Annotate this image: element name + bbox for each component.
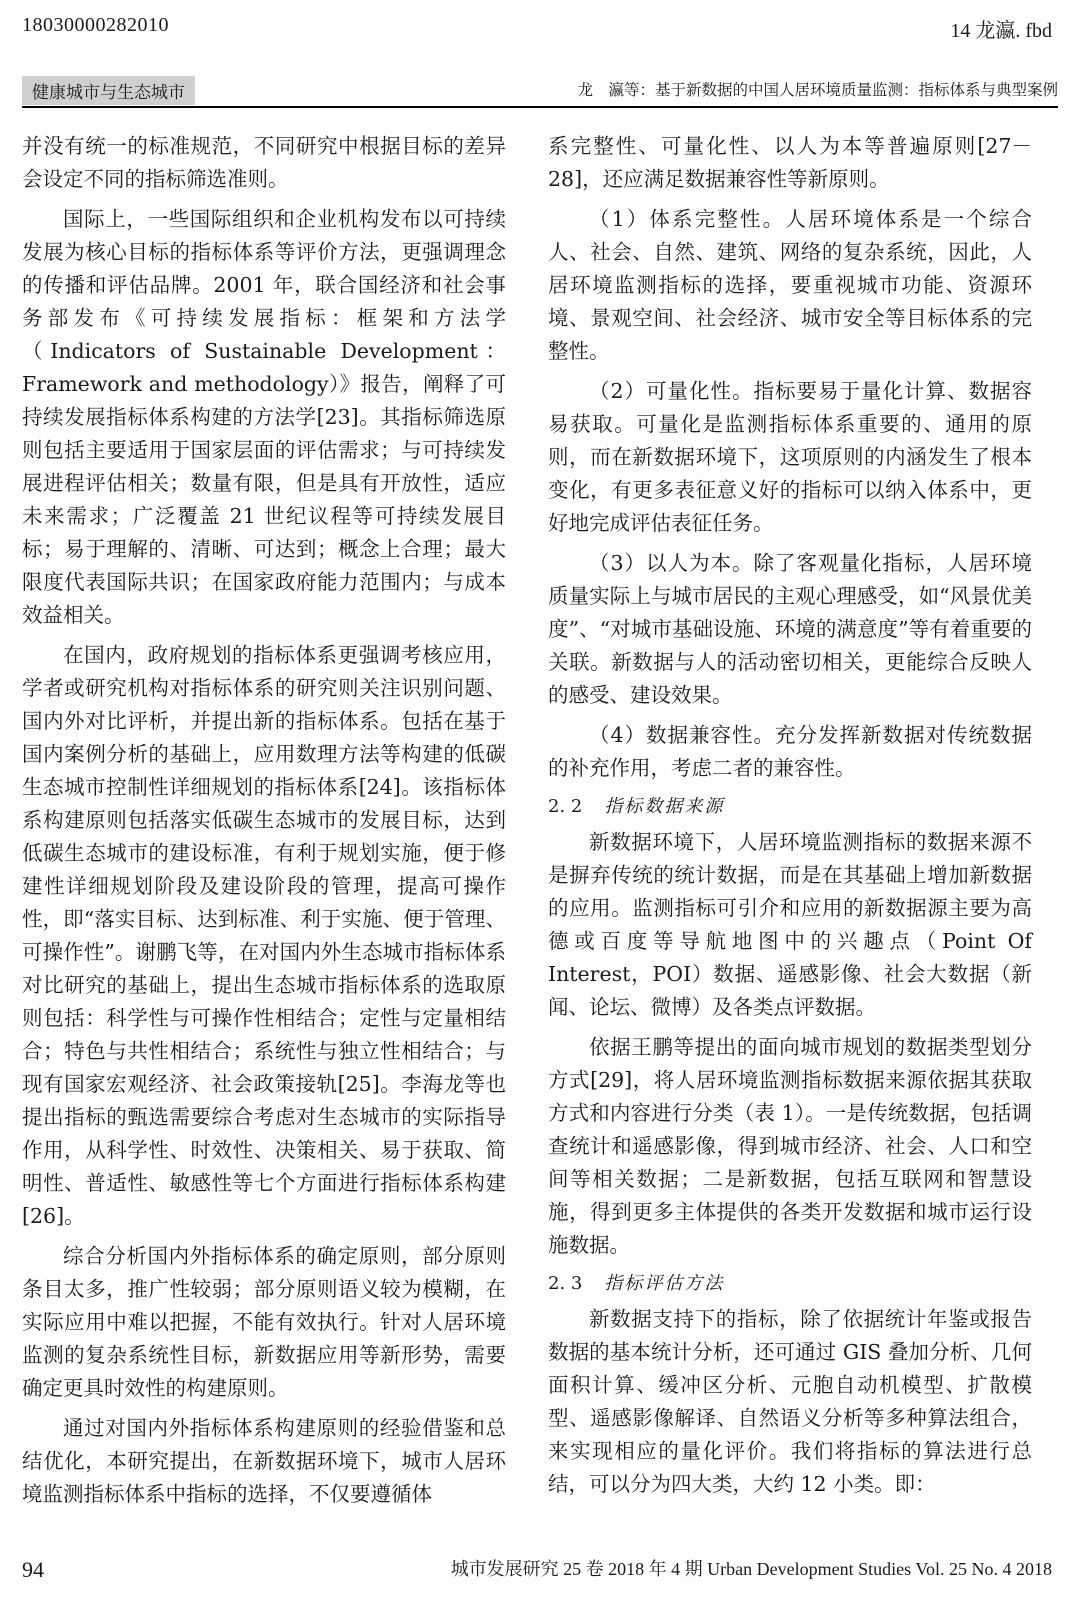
article-title: 龙 瀛等：基于新数据的中国人居环境质量监测：指标体系与典型案例 — [577, 81, 1058, 99]
left-paragraph-1: 并没有统一的标准规范，不同研究中根据目标的差异会设定不同的指标筛选准则。 — [22, 134, 506, 191]
left-paragraph-3: 在国内，政府规划的指标体系更强调考核应用，学者或研究机构对指标体系的研究则关注识别问题、国内外对比评析，并提出新的指标体系。包括在基于国内案例分析的基础上，应用数理方法等构建的低碳生态城市控制性详细规划的指标体系[24]。该指标体系构建原则包括落实低碳生态城市的发展目标，达到低碳生态城市的建设标准，有利于规划实施，便于修建性详细规划阶段及建设阶段的管理，提高可操作性，即“落实目标、达到标准、利于实施、便于管理、可操作性”。谢鹏飞等，在对国内外生态城市指标体系对比研究的基础上，提出生态城市指标体系的选取原则包括：科学性与可操作性相结合；定性与定量相结合；特色与共性相结合；系统性与独立性相结合；与现有国家宏观经济、社会政策接轨[25]。李海龙等也提出指标的甄选需要综合考虑对生态城市的实际指导作用，从科学性、时效性、决策相关、易于获取、简明性、普适性、敏感性等七个方面进行指标体系构建[26]。 — [22, 643, 506, 1228]
section-2-2-paragraph-2: 依据王鹏等提出的面向城市规划的数据类型划分方式[29]，将人居环境监测指标数据来源依据其获取方式和内容进行分类（表 1）。一是传统数据，包括调查统计和遥感影像，得到城市经济、社会、人口和空间等相关数据；二是新数据，包括互联网和智慧设施，得到更多主体提供的各类开发数据和城市运行设施数据。 — [548, 1035, 1032, 1257]
right-column — [548, 130, 1032, 1508]
page-number: 94 — [22, 1557, 44, 1582]
running-header — [22, 76, 1058, 108]
principle-4: （4）数据兼容性。充分发挥新数据对传统数据的补充作用，考虑二者的兼容性。 — [548, 723, 1032, 780]
principle-1: （1）体系完整性。人居环境体系是一个综合人、社会、自然、建筑、网络的复杂系统，因此，人居环境监测指标的选择，要重视城市功能、资源环境、景观空间、社会经济、城市安全等目标体系的完整性。 — [548, 207, 1032, 363]
section-title: 指标数据来源 — [604, 796, 725, 817]
section-2-3-paragraph-1: 新数据支持下的指标，除了依据统计年鉴或报告数据的基本统计分析，还可通过 GIS 叠加分析、几何面积计算、缓冲区分析、元胞自动机模型、扩散模型、遥感影像解译、自然语义分析等多种算法组合，来实现相应的量化评价。我们将指标的算法进行总结，可以分为四大类，大约 12 小类。即： — [548, 1307, 1032, 1496]
section-heading-2-2 — [548, 792, 1032, 822]
section-title: 指标评估方法 — [604, 1273, 725, 1294]
principle-3: （3）以人为本。除了客观量化指标，人居环境质量实际上与城市居民的主观心理感受，如“风景优美度”、“对城市基础设施、环境的满意度”等有着重要的关联。新数据与人的活动密切相关，更能综合反映人的感受、建设效果。 — [548, 551, 1032, 707]
journal-citation: 城市发展研究 25 卷 2018 年 4 期 Urban Development Studies Vol. 25 No. 4 2018 — [450, 1559, 1052, 1579]
left-paragraph-5: 通过对国内外指标体系构建原则的经验借鉴和总结优化，本研究提出，在新数据环境下，城市人居环境监测指标体系中指标的选择，不仅要遵循体 — [22, 1416, 506, 1506]
section-heading-2-3 — [548, 1269, 1032, 1299]
section-2-2-paragraph-1: 新数据环境下，人居环境监测指标的数据来源不是摒弃传统的统计数据，而是在其基础上增加新数据的应用。监测指标可引介和应用的新数据源主要为高德或百度等导航地图中的兴趣点（Point Of Interest，POI）数据、遥感影像、社会大数据（新闻、论坛、微博）及各类点评数据。 — [548, 830, 1032, 1019]
left-column — [22, 130, 506, 1518]
right-intro: 系完整性、可量化性、以人为本等普遍原则[27－28]，还应满足数据兼容性等新原则。 — [548, 134, 1032, 191]
document-id: 18030000282010 — [22, 14, 169, 36]
section-number: 2. 2 — [548, 796, 583, 817]
section-number: 2. 3 — [548, 1273, 583, 1294]
left-paragraph-2: 国际上，一些国际组织和企业机构发布以可持续发展为核心目标的指标体系等评价方法，更强调理念的传播和评估品牌。2001 年，联合国经济和社会事务部发布《可持续发展指标：框架和方法学（Indicators of Sustainable Development：Framework and methodology）》报告，阐释了可持续发展指标体系构建的方法学[23]。其指标筛选原则包括主要适用于国家层面的评估需求；与可持续发展进程评估相关；数量有限，但是具有开放性，适应未来需求；广泛覆盖 21 世纪议程等可持续发展目标；易于理解的、清晰、可达到；概念上合理；最大限度代表国际共识；在国家政府能力范围内；与成本效益相关。 — [22, 207, 506, 627]
left-paragraph-4: 综合分析国内外指标体系的确定原则，部分原则条目太多，推广性较弱；部分原则语义较为模糊，在实际应用中难以把握，不能有效执行。针对人居环境监测的复杂系统性目标，新数据应用等新形势，需要确定更具时效性的构建原则。 — [22, 1244, 506, 1400]
file-label: 14 龙瀛. fbd — [950, 20, 1052, 42]
section-tag: 健康城市与生态城市 — [22, 76, 195, 105]
principle-2: （2）可量化性。指标要易于量化计算、数据容易获取。可量化是监测指标体系重要的、通用的原则，而在新数据环境下，这项原则的内涵发生了根本变化，有更多表征意义好的指标可以纳入体系中，更好地完成评估表征任务。 — [548, 379, 1032, 535]
